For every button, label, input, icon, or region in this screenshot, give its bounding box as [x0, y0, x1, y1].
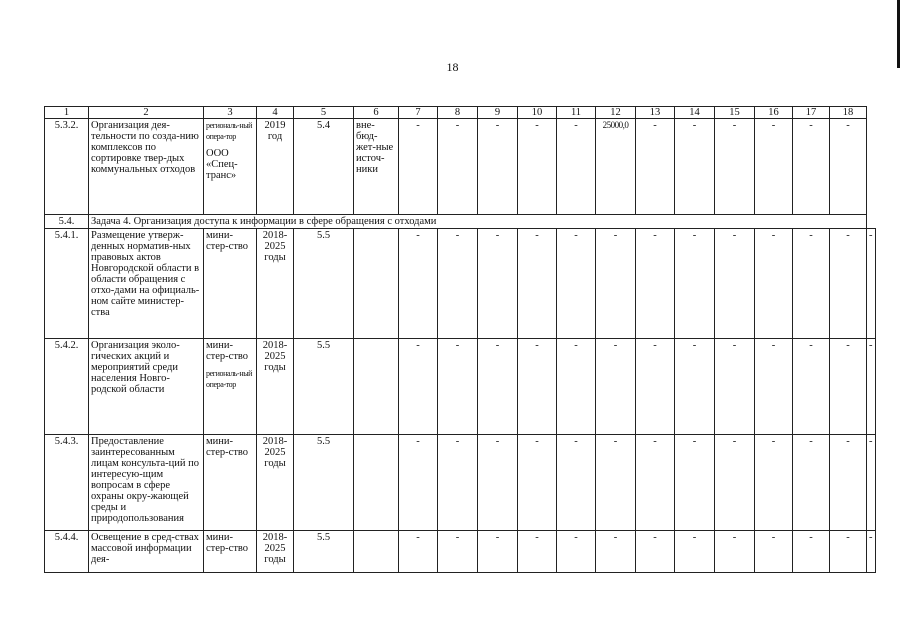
term-cell: 2018-2025 годы: [257, 229, 294, 339]
indicator-cell: 5.5: [294, 435, 354, 531]
value-cell: -: [867, 229, 876, 339]
executor-cell: [204, 229, 257, 339]
table-row: [45, 339, 876, 435]
funding-source-cell: [354, 531, 399, 573]
row-number: 5.4.2.: [45, 339, 89, 435]
value-cell: -: [518, 435, 557, 531]
value-cell: -: [867, 339, 876, 435]
term-cell: 2019 год: [257, 119, 294, 215]
value-cell: -: [793, 229, 830, 339]
value-cell: -: [675, 435, 715, 531]
value-cell: -: [399, 339, 438, 435]
table-row: [45, 229, 876, 339]
measure-name: Предоставление заинтересованным лицам консульта-ций по интересую-щим вопросам в сфере охраны окру-жающей среды и природопользования: [89, 435, 204, 531]
value-cell: -: [399, 229, 438, 339]
value-cell: -: [755, 229, 793, 339]
value-cell: -: [478, 229, 518, 339]
measure-name: Организация эколо-гических акций и мероприятий среди населения Новго-родской области: [89, 339, 204, 435]
value-cell: -: [830, 531, 867, 573]
value-cell: -: [755, 531, 793, 573]
value-cell: -: [636, 229, 675, 339]
value-cell: -: [793, 119, 830, 215]
value-cell: -: [793, 339, 830, 435]
value-cell: -: [557, 435, 596, 531]
row-number: 5.3.2.: [45, 119, 89, 215]
column-number-2: 2: [89, 107, 204, 119]
indicator-cell: 5.5: [294, 339, 354, 435]
indicator-cell: 5.5: [294, 229, 354, 339]
indicator-cell: 5.5: [294, 531, 354, 573]
value-cell: -: [557, 119, 596, 215]
value-cell: -: [830, 339, 867, 435]
value-cell: -: [399, 531, 438, 573]
measures-table: [44, 106, 876, 573]
value-cell: -: [596, 339, 636, 435]
executor-name: региональ-ный опера-тор: [206, 121, 253, 141]
row-number: 5.4.1.: [45, 229, 89, 339]
executor-name: региональ-ный опера-тор: [206, 369, 253, 389]
row-number: 5.4.: [45, 215, 89, 229]
executor-cell: [204, 339, 257, 435]
value-cell: -: [675, 339, 715, 435]
value-cell: -: [793, 531, 830, 573]
executor-cell: [204, 531, 257, 573]
value-cell: -: [518, 229, 557, 339]
column-number-1: 1: [45, 107, 89, 119]
value-cell: -: [715, 229, 755, 339]
value-cell: 25000,0: [596, 119, 636, 215]
value-cell: -: [478, 531, 518, 573]
value-cell: -: [478, 119, 518, 215]
value-cell: -: [793, 435, 830, 531]
funding-source-cell: [354, 339, 399, 435]
value-cell: -: [830, 229, 867, 339]
table-body: [45, 107, 876, 573]
value-cell: -: [636, 339, 675, 435]
value-cell: -: [867, 531, 876, 573]
column-number-5: 5: [294, 107, 354, 119]
scan-edge-mark: [897, 0, 900, 68]
executor-cell: [204, 435, 257, 531]
column-number-3: 3: [204, 107, 257, 119]
value-cell: -: [755, 339, 793, 435]
value-cell: -: [518, 531, 557, 573]
executor-name: мини-стер-ство: [206, 436, 249, 458]
measure-name: Размещение утверж-денных норматив-ных правовых актов Новгородской области в области обращения с отхо-дами на официаль-ном сайте министер-ства: [89, 229, 204, 339]
funding-source-cell: [354, 229, 399, 339]
value-cell: -: [557, 229, 596, 339]
value-cell: -: [438, 229, 478, 339]
value-cell: -: [830, 119, 867, 215]
row-number: 5.4.3.: [45, 435, 89, 531]
column-number-18: 18: [830, 107, 867, 119]
column-number-7: 7: [399, 107, 438, 119]
value-cell: -: [715, 339, 755, 435]
value-cell: -: [518, 119, 557, 215]
value-cell: -: [715, 531, 755, 573]
value-cell: -: [438, 435, 478, 531]
column-number-11: 11: [557, 107, 596, 119]
value-cell: -: [596, 229, 636, 339]
value-cell: -: [596, 531, 636, 573]
column-number-9: 9: [478, 107, 518, 119]
row-number: 5.4.4.: [45, 531, 89, 573]
task-title: Задача 4. Организация доступа к информации в сфере обращения с отходами: [89, 215, 867, 229]
term-cell: 2018-2025 годы: [257, 435, 294, 531]
table-row: [45, 119, 876, 215]
executor-name: мини-стер-ство: [206, 340, 249, 362]
term-cell: 2018-2025 годы: [257, 339, 294, 435]
column-number-15: 15: [715, 107, 755, 119]
page-number: 18: [446, 60, 459, 74]
table-row: [45, 435, 876, 531]
executor-cell: [204, 119, 257, 215]
value-cell: -: [715, 119, 755, 215]
column-number-16: 16: [755, 107, 793, 119]
measure-name: Освещение в сред-ствах массовой информации дея-: [89, 531, 204, 573]
measure-name: Организация дея-тельности по созда-нию комплексов по сортировке твер-дых коммунальных отходов: [89, 119, 204, 215]
column-number-10: 10: [518, 107, 557, 119]
column-number-4: 4: [257, 107, 294, 119]
value-cell: -: [557, 339, 596, 435]
column-number-6: 6: [354, 107, 399, 119]
executor-name: ООО «Спец-транс»: [206, 148, 238, 181]
value-cell: -: [755, 119, 793, 215]
value-cell: -: [399, 119, 438, 215]
indicator-cell: 5.4: [294, 119, 354, 215]
executor-name: мини-стер-ство: [206, 230, 249, 252]
value-cell: -: [399, 435, 438, 531]
funding-source-cell: [354, 435, 399, 531]
value-cell: -: [636, 531, 675, 573]
value-cell: -: [478, 339, 518, 435]
value-cell: -: [675, 229, 715, 339]
task-row: [45, 215, 876, 229]
value-cell: -: [755, 435, 793, 531]
term-cell: 2018-2025 годы: [257, 531, 294, 573]
value-cell: -: [636, 119, 675, 215]
column-number-13: 13: [636, 107, 675, 119]
value-cell: -: [675, 119, 715, 215]
executor-name: мини-стер-ство: [206, 532, 249, 554]
column-number-14: 14: [675, 107, 715, 119]
value-cell: -: [830, 435, 867, 531]
value-cell: -: [675, 531, 715, 573]
table-row: [45, 531, 876, 573]
column-number-row: [45, 107, 876, 119]
column-number-12: 12: [596, 107, 636, 119]
value-cell: -: [636, 435, 675, 531]
value-cell: -: [715, 435, 755, 531]
value-cell: -: [518, 339, 557, 435]
value-cell: -: [438, 119, 478, 215]
value-cell: -: [478, 435, 518, 531]
column-number-17: 17: [793, 107, 830, 119]
value-cell: -: [557, 531, 596, 573]
value-cell: -: [596, 435, 636, 531]
value-cell: -: [867, 435, 876, 531]
value-cell: -: [438, 531, 478, 573]
funding-source-cell: вне-бюд-жет-ные источ-ники: [354, 119, 399, 215]
value-cell: -: [438, 339, 478, 435]
column-number-8: 8: [438, 107, 478, 119]
